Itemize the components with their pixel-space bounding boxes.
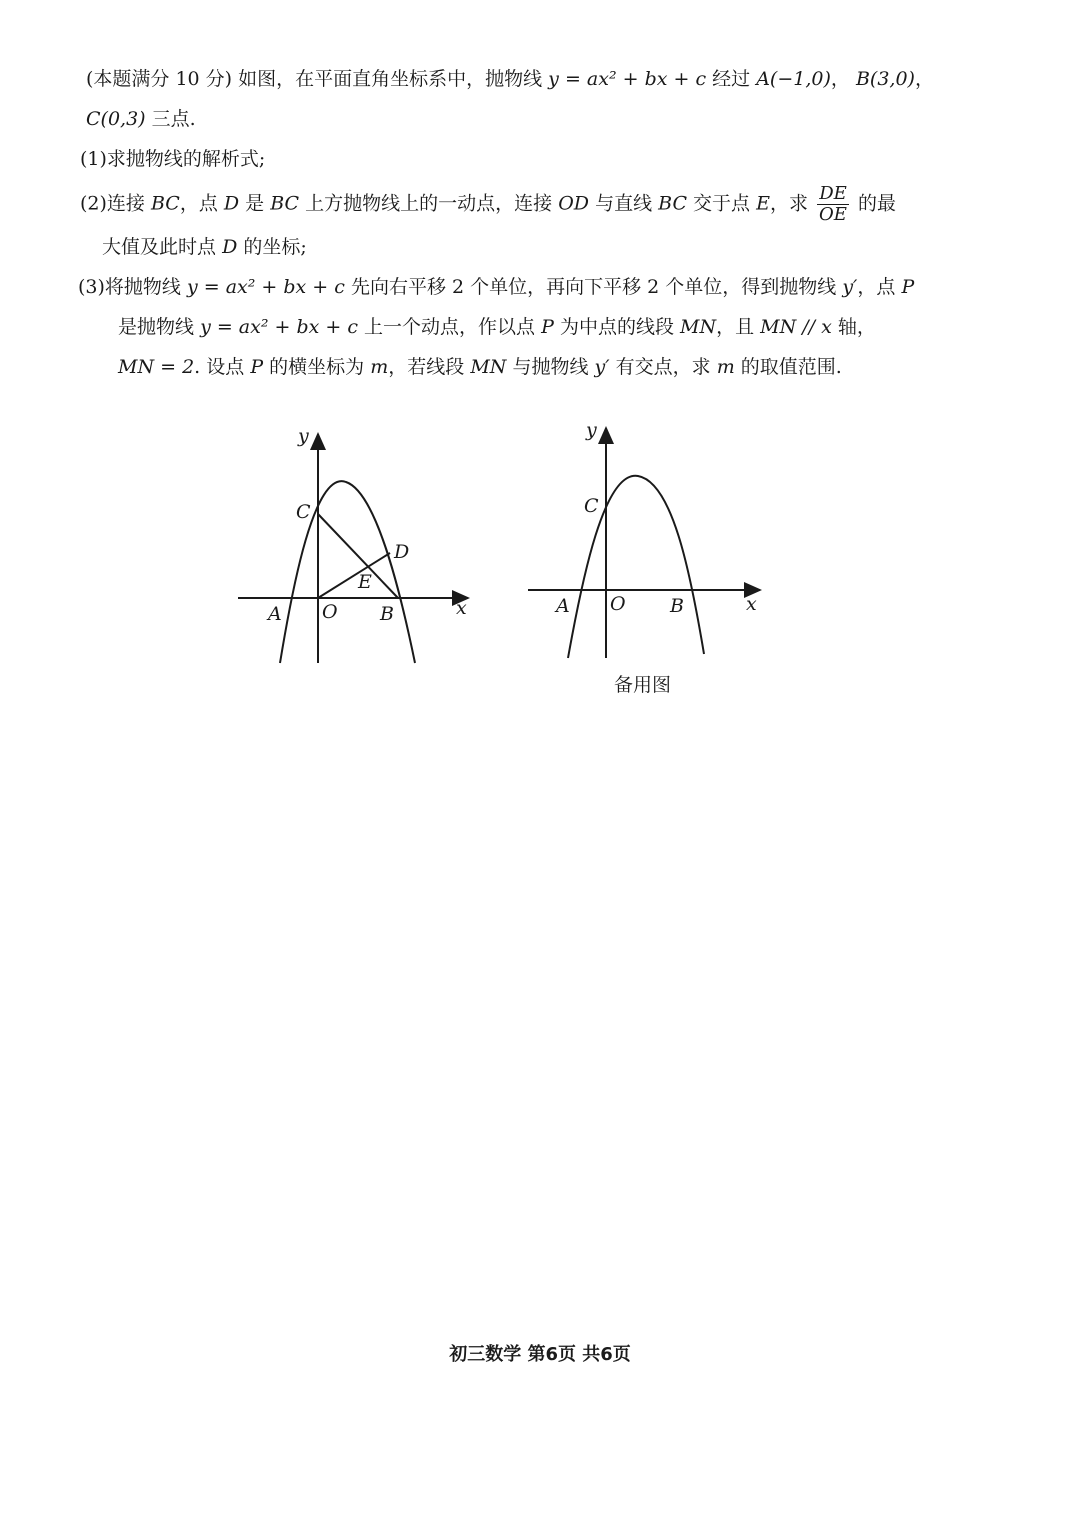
segment-bc-2: BC: [270, 192, 300, 215]
part3-line3-d: ，若线段: [388, 356, 465, 378]
label-b: B: [380, 603, 394, 625]
part3-line3-c: 的横坐标为: [269, 356, 365, 378]
figure-2-backup-diagram: [520, 420, 770, 670]
parabola-y-prime-2: y′: [594, 356, 610, 378]
header-tail: 经过: [712, 68, 751, 90]
fraction-numerator: DE: [817, 184, 849, 205]
segment-bc-3: BC: [658, 192, 687, 215]
label-y: y: [298, 425, 309, 447]
segment-bc: BC: [150, 192, 180, 215]
parabola-equation: y = ax² + bx + c: [548, 68, 707, 90]
part2-line2-b: 的坐标;: [243, 236, 307, 258]
point-d-2: D: [222, 236, 238, 258]
label-a-2: A: [556, 595, 570, 617]
part3-line2-c: 为中点的线段: [559, 316, 674, 338]
point-p-3: P: [250, 356, 264, 378]
part3-line2-b: 上一个动点，作以点: [364, 316, 536, 338]
parabola-equation-2: y = ax² + bx + c: [186, 276, 345, 298]
label-o-2: O: [610, 593, 626, 615]
label-c-2: C: [584, 495, 599, 517]
page-footer: 初三数学 第6页 共6页: [449, 1344, 631, 1365]
segment-mn: MN: [680, 316, 717, 338]
part3-mid2: ，点: [857, 276, 896, 298]
part-3-line-2: [118, 314, 876, 340]
label-b-2: B: [670, 595, 684, 617]
fraction-denominator: OE: [819, 204, 847, 225]
mn-parallel-x: MN // x: [760, 316, 832, 338]
label-e: E: [358, 571, 372, 593]
point-p-2: P: [541, 316, 554, 338]
part3-line2-a: 是抛物线: [118, 316, 195, 338]
label-o: O: [322, 601, 338, 623]
part2-tail: 的最: [857, 192, 896, 215]
point-b: B(3,0): [855, 68, 915, 90]
part2-line2-a: 大值及此时点: [102, 236, 217, 258]
part-2-line-1: [80, 184, 896, 225]
problem-header: (本题满分 10 分) 如图，在平面直角坐标系中，抛物线: [86, 68, 543, 90]
part2-prefix: (2)连接: [80, 192, 145, 215]
variable-m-2: m: [716, 356, 735, 378]
points-tail: 三点.: [151, 108, 196, 130]
part3-line2-e: 轴，: [837, 316, 876, 338]
segment-mn-2: MN: [470, 356, 507, 378]
label-x-2: x: [746, 593, 757, 615]
point-c: C(0,3): [86, 108, 146, 130]
part3-line3-g: 的取值范围.: [740, 356, 842, 378]
label-d: D: [394, 541, 410, 563]
fraction-de-oe: [817, 184, 849, 225]
part2-ask: ，求: [769, 192, 808, 215]
part3-line3-b: . 设点: [194, 356, 245, 378]
label-x: x: [456, 597, 467, 619]
part-1: (1)求抛物线的解析式;: [80, 148, 266, 170]
parabola-y-prime: y′: [842, 276, 858, 298]
label-c: C: [296, 501, 311, 523]
part2-mid3: 上方抛物线上的一动点，连接: [305, 192, 553, 215]
figure-2-caption: 备用图: [614, 674, 672, 696]
part2-mid1: ，点: [179, 192, 218, 215]
mn-length: MN = 2: [118, 356, 195, 378]
variable-m: m: [370, 356, 389, 378]
segment-od: OD: [558, 192, 590, 215]
label-y-2: y: [586, 420, 597, 441]
figure-1-parabola-diagram: [230, 420, 480, 670]
points-line: [86, 106, 196, 132]
parabola-equation-3: y = ax² + bx + c: [200, 316, 358, 338]
part2-mid4: 与直线: [595, 192, 653, 215]
point-d: D: [223, 192, 240, 215]
part-3-line-3: [118, 354, 842, 380]
part3-line3-f: 有交点，求: [615, 356, 711, 378]
part3-line2-d: ，且: [716, 316, 755, 338]
part2-mid2: 是: [245, 192, 265, 215]
problem-header-line: (本题满分 10 分) 如图，在平面直角坐标系中，抛物线 y = ax² + bx + c 经过 A(−1,0)， B(3,0)，: [86, 68, 934, 90]
part3-prefix: (3)将抛物线: [78, 276, 181, 298]
part-2-line-2: [102, 234, 307, 260]
point-p: P: [901, 276, 915, 298]
label-a: A: [268, 603, 282, 625]
point-e: E: [756, 192, 770, 215]
part2-mid5: 交于点: [693, 192, 751, 215]
part3-mid1: 先向右平移 2 个单位，再向下平移 2 个单位，得到抛物线: [350, 276, 837, 298]
part-3-line-1: [78, 274, 914, 300]
point-a: A(−1,0): [756, 68, 831, 90]
part3-line3-e: 与抛物线: [512, 356, 589, 378]
segment-od-line: [318, 553, 390, 598]
